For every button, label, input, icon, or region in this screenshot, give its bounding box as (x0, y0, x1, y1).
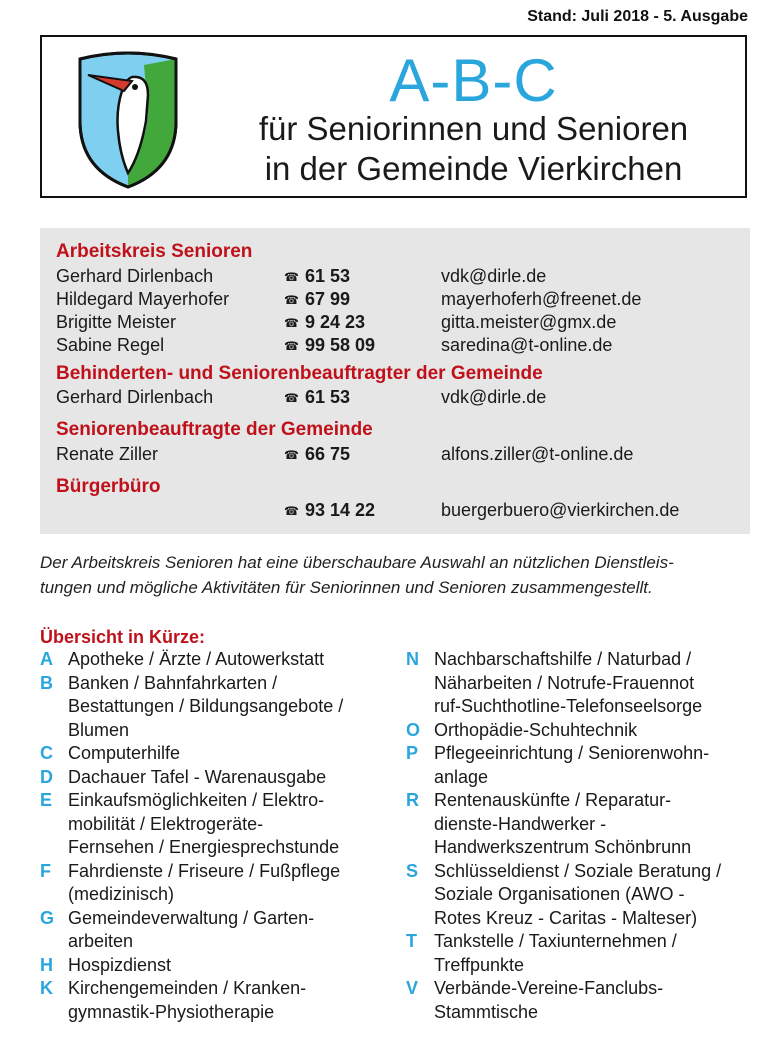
contact-phone (284, 385, 350, 411)
subtitle-line-1: für Seniorinnen und Senioren (258, 110, 689, 147)
contact-email[interactable]: mayerhoferh@freenet.de (441, 289, 642, 309)
list-item (406, 860, 766, 931)
edition-stamp: Stand: Juli 2018 - 5. Ausgabe (527, 8, 748, 25)
contact-row (40, 498, 750, 522)
list-item (406, 789, 766, 860)
index-letter: V (406, 978, 419, 998)
index-letter: O (406, 719, 421, 740)
contact-name: Sabine Regel (56, 335, 165, 355)
telephone-icon: ☎ (284, 391, 299, 405)
telephone-icon: ☎ (284, 316, 299, 330)
entry-text: Einkaufsmöglichkeiten / Elektro- mobilität / Elektrogeräte- Fernsehen / Energiesprechstunde (68, 790, 340, 857)
index-letter: P (406, 743, 419, 763)
entry-text: Orthopädie-Schuhtechnik (434, 719, 638, 740)
contact-email[interactable]: saredina@t-online.de (441, 335, 613, 355)
contact-phone (284, 333, 375, 359)
phone-number: 61 53 (304, 387, 350, 407)
entry-text: Verbände-Vereine-Fanclubs- Stammtische (434, 978, 664, 1022)
intro-paragraph: Der Arbeitskreis Senioren hat eine überschaubare Auswahl an nützlichen Dienstleis- tungen und mögliche Aktivitäten für Seniorinnen und Senioren zusammengestellt. (40, 553, 674, 597)
list-item (40, 766, 400, 790)
index-letter: D (40, 766, 53, 787)
list-item (40, 648, 400, 672)
phone-number: 93 14 22 (304, 500, 376, 520)
phone-number: 66 75 (304, 444, 350, 464)
index-letter: E (40, 790, 53, 810)
index-letter: H (40, 954, 53, 975)
overview-heading: Übersicht in Kürze: (40, 627, 206, 647)
index-letter: F (40, 860, 51, 881)
contact-phone (284, 442, 350, 468)
index-letter: C (40, 743, 53, 763)
list-item (40, 742, 400, 766)
telephone-icon: ☎ (284, 339, 299, 353)
entry-text: Tankstelle / Taxiunternehmen / Treffpunkte (434, 931, 677, 975)
contact-name: Renate Ziller (56, 444, 159, 464)
entry-text: Fahrdienste / Friseure / Fußpflege (medizinisch) (68, 860, 341, 904)
contact-row (40, 264, 750, 288)
index-letter: N (406, 649, 419, 669)
contact-row (40, 287, 750, 311)
contact-name: Brigitte Meister (56, 312, 177, 332)
entry-text: Pflegeeinrichtung / Seniorenwohn- anlage (434, 743, 710, 787)
overview-left-column (40, 648, 400, 1024)
contact-row (40, 310, 750, 334)
entry-text: Banken / Bahnfahrkarten / Bestattungen / Bildungsangebote / Blumen (68, 672, 344, 740)
phone-number: 61 53 (304, 266, 350, 286)
telephone-icon: ☎ (284, 448, 299, 462)
entry-text: Kirchengemeinden / Kranken- gymnastik-Physiotherapie (68, 978, 307, 1022)
list-item (40, 789, 400, 860)
entry-text: Apotheke / Ärzte / Autowerkstatt (68, 649, 325, 669)
index-letter: R (406, 790, 419, 810)
list-item (40, 860, 400, 907)
entry-text: Hospizdienst (68, 954, 172, 975)
subtitle-line-2: in der Gemeinde Vierkirchen (264, 150, 683, 187)
contact-email[interactable]: vdk@dirle.de (441, 266, 547, 286)
contact-group-heading: Bürgerbüro (56, 476, 161, 497)
contact-name: Gerhard Dirlenbach (56, 266, 214, 286)
contact-phone (284, 498, 375, 524)
entry-text: Dachauer Tafel - Warenausgabe (68, 766, 327, 787)
contact-row (40, 385, 750, 409)
list-item (40, 977, 400, 1024)
title-header (40, 35, 747, 198)
entry-text: Computerhilfe (68, 743, 181, 763)
index-letter: K (40, 978, 53, 998)
telephone-icon: ☎ (284, 270, 299, 284)
index-letter: G (40, 907, 55, 928)
index-letter: T (406, 931, 417, 951)
list-item (406, 930, 766, 977)
list-item (406, 977, 766, 1024)
telephone-icon: ☎ (284, 293, 299, 307)
phone-number: 9 24 23 (304, 312, 366, 332)
entry-text: Nachbarschaftshilfe / Naturbad / Näharbeiten / Notrufe-Frauennot ruf-Suchthotline-Telefonseelsorge (434, 649, 703, 716)
page-title: A-B-C (389, 47, 558, 114)
contact-row (40, 333, 750, 357)
entry-text: Schlüsseldienst / Soziale Beratung / Soziale Organisationen (AWO - Rotes Kreuz - Caritas - Malteser) (434, 860, 722, 928)
contact-group-heading: Seniorenbeauftragte der Gemeinde (56, 419, 373, 440)
phone-number: 99 58 09 (304, 335, 376, 355)
contact-email[interactable]: gitta.meister@gmx.de (441, 312, 617, 332)
list-item (406, 719, 766, 743)
contact-group-heading: Behinderten- und Seniorenbeauftragter der Gemeinde (56, 363, 543, 384)
phone-number: 67 99 (304, 289, 350, 309)
stork-coat-of-arms-icon (74, 51, 182, 191)
contact-email[interactable]: alfons.ziller@t-online.de (441, 444, 634, 464)
contact-group-heading: Arbeitskreis Senioren (56, 241, 253, 262)
overview-right-column (406, 648, 766, 1024)
contact-email[interactable]: vdk@dirle.de (441, 387, 547, 407)
list-item (406, 648, 766, 719)
contact-name: Hildegard Mayerhofer (56, 289, 230, 309)
contact-panel (40, 228, 750, 534)
entry-text: Rentenauskünfte / Reparatur- dienste-Handwerker - Handwerkszentrum Schönbrunn (434, 790, 692, 857)
contact-row (40, 442, 750, 466)
list-item (40, 907, 400, 954)
entry-text: Gemeindeverwaltung / Garten- arbeiten (68, 907, 315, 951)
index-letter: B (40, 672, 53, 693)
index-letter: A (40, 649, 53, 669)
contact-name: Gerhard Dirlenbach (56, 387, 214, 407)
contact-email[interactable]: buergerbuero@vierkirchen.de (441, 500, 680, 520)
list-item (406, 742, 766, 789)
telephone-icon: ☎ (284, 504, 299, 518)
list-item (40, 672, 400, 743)
list-item (40, 954, 400, 978)
index-letter: S (406, 860, 419, 881)
